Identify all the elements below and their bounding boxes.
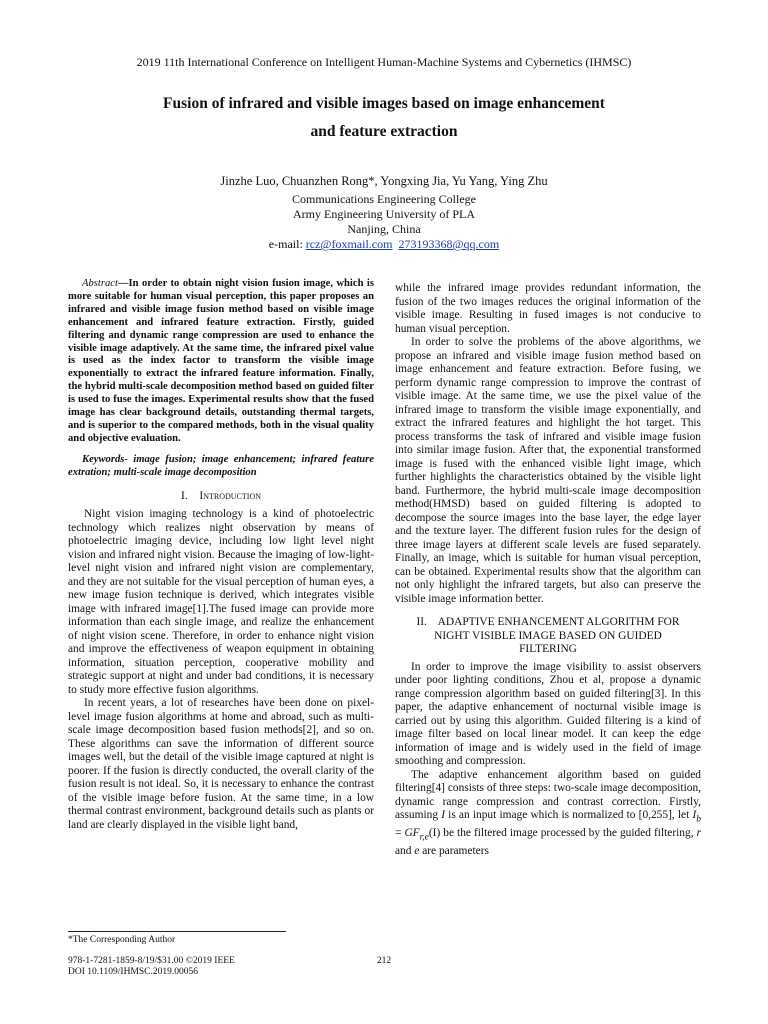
keywords: Keywords- image fusion; image enhancement; infrared feature extration; multi-scale image decomposition	[68, 453, 374, 478]
section-1-numeral: I.	[181, 488, 188, 502]
affiliation-university: Army Engineering University of PLA	[293, 207, 475, 221]
affiliation-city: Nanjing, China	[347, 222, 421, 236]
affiliation-block	[0, 192, 768, 252]
section-2-paragraph-2	[395, 769, 701, 859]
section-2-paragraph-1: In order to improve the image visibility to assist observers under poor lighting conditions, Zhou et al, propose a dynamic range compression algorithm based on guided filtering[3]. In this paper, the adaptive enhancement of nocturnal visible image is carried out by using this algorithm. Guided filtering is a kind of image filter based on local linear model. It can keep the edge information of image and is widely used in the field of image smoothing and compression.	[395, 660, 701, 767]
var-Ib: I	[692, 809, 697, 821]
p2-text-f: are parameters	[419, 844, 489, 857]
conference-header: 2019 11th International Conference on Intelligent Human-Machine Systems and Cybernetics (IHMSC)	[136, 55, 632, 69]
p2-text-d: (I) be the filtered image processed by the guided filtering,	[428, 826, 697, 839]
p2-text-c: =	[395, 826, 405, 839]
section-1-title: Introduction	[199, 488, 261, 502]
abstract-text: —In order to obtain night vision fusion image, which is more suitable for human visual perception, this paper proposes an infrared and visible image fusion method based on visible image enhancement and infrared feature extraction. Firstly, guided filtering and dynamic range compression are used to enhance the visible image adaptively. At the same time, the infrared pixel value is used as the index factor to transform the visible image exponentially to extract the infrared feature information. Finally, the hybrid multi-scale decomposition method based on guided filter is used to fuse the images. Experimental results show that the fused image has clear background details, outstanding thermal targets, and is superior to the compared methods, both in the visual quality and objective evaluation.	[68, 278, 374, 444]
page-number: 212	[376, 956, 392, 966]
isbn-line: 978-1-7281-1859-8/19/$31.00 ©2019 IEEE	[68, 956, 235, 966]
sub-re: r,e	[419, 832, 429, 843]
p2-text-a: The adaptive enhancement algorithm based on guided filtering[4] consists of three steps: two-scale image decomposition, dynamic range compression and contrast correction. Firstly, assuming	[395, 768, 701, 821]
email-line	[0, 237, 768, 252]
p2-text-e: and	[395, 844, 415, 857]
email-link-2[interactable]: 273193368@qq.com	[398, 237, 500, 251]
email-link-1[interactable]: rcz@foxmail.com	[305, 237, 393, 251]
abstract-label: Abstract	[82, 278, 118, 289]
var-r: r	[696, 826, 701, 839]
section-2-title-line-1: II. ADAPTIVE ENHANCEMENT ALGORITHM FOR	[416, 616, 680, 628]
intro-paragraph-2: In recent years, a lot of researches have been done on pixel-level image fusion algorithms at home and abroad, such as multi-scale image decomposition based fusion methods[2], and so on. These algorithms can save the information of different source images well, but the detail of the visible image captured at night is poorer. If the fusion is directly conducted, the overall clarity of the fusion result is not ideal. So, it is necessary to enhance the contrast of the visible image before fusion. At the same time, in a low thermal contrast environment, background details such as plants or land are clearly displayed in the visible light band,	[68, 697, 374, 831]
paper-title-line-2: and feature extraction	[310, 123, 458, 140]
intro-paragraph-1: Night vision imaging technology is a kind of photoelectric technology which realizes night observation by means of photoelectric imaging device, including low light level night vision and infrared night vision. Because the imaging of low-light-level night vision and infrared night vision are complementary, and they are not suitable for the visual perception of human eyes, a new image fusion technique is derived, which integrates visible image with infrared image[1].The fused image can provide more information than each single image, and realize the enhancement of night vision scene. Therefore, in order to enhance night vision and improve the effectiveness of weapon equipment in obtaining information, situation perception, cooperative mobility and strategic support at night and under bad conditions, it is necessary to study more effective fusion algorithms.	[68, 508, 374, 696]
footnote-divider	[68, 931, 286, 932]
affiliation-college: Communications Engineering College	[292, 192, 476, 206]
var-GF: GF	[404, 826, 420, 839]
section-2-title-line-3: FILTERING	[519, 643, 577, 655]
sub-b: b	[696, 814, 701, 825]
var-I: I	[441, 809, 445, 821]
var-e: e	[414, 844, 420, 857]
intro-paragraph-3: while the infrared image provides redundant information, the fusion of the two images reduces the original information of the visible image. Resulting in fused images is not conducive to human visual perception.	[395, 282, 701, 335]
footnote: *The Corresponding Author	[68, 935, 176, 945]
email-label: e-mail:	[268, 237, 306, 251]
left-column	[68, 278, 374, 832]
section-2-title-line-2: NIGHT VISIBLE IMAGE BASED ON GUIDED	[434, 629, 662, 642]
p2-text-b: is an input image which is normalized to [0,255], let	[445, 809, 693, 821]
abstract	[68, 278, 374, 446]
paper-title-line-1: Fusion of infrared and visible images based on image enhancement	[163, 95, 605, 112]
right-column	[395, 282, 701, 858]
section-2-heading	[395, 616, 701, 657]
author-list: Jinzhe Luo, Chuanzhen Rong*, Yongxing Jia, Yu Yang, Ying Zhu	[220, 174, 548, 188]
doi-line: DOI 10.1109/IHMSC.2019.00056	[68, 967, 199, 977]
intro-paragraph-4: In order to solve the problems of the above algorithms, we propose an infrared and visible image fusion method based on image enhancement and feature extraction. Before fusing, we perform dynamic range compression to improve the contrast of visible image. At the same time, we use the pixel value of the infrared image to transform the visible image exponentially, and extract the infrared features and highlight the hot target. This process transforms the task of infrared and visible image fusion into similar image fusion. After that, the exponential transformed image is fused with the enhanced visible light image, which further highlights the characteristics obtained by the visible light band. Furthermore, the hybrid multi-scale image decomposition method(HMSD) based on guided filtering is adopted to decompose the source images into the base layer, the edge layer and the texture layer. The different fusion rules for the design of three image layers at different scale levels are fused separately. Finally, an image, which is suitable for human visual perception, can be obtained. Experimental results show that the algorithm can not only highlight the infrared targets, but also can preserve the visible image information better.	[395, 336, 701, 605]
section-1-heading	[68, 489, 374, 503]
